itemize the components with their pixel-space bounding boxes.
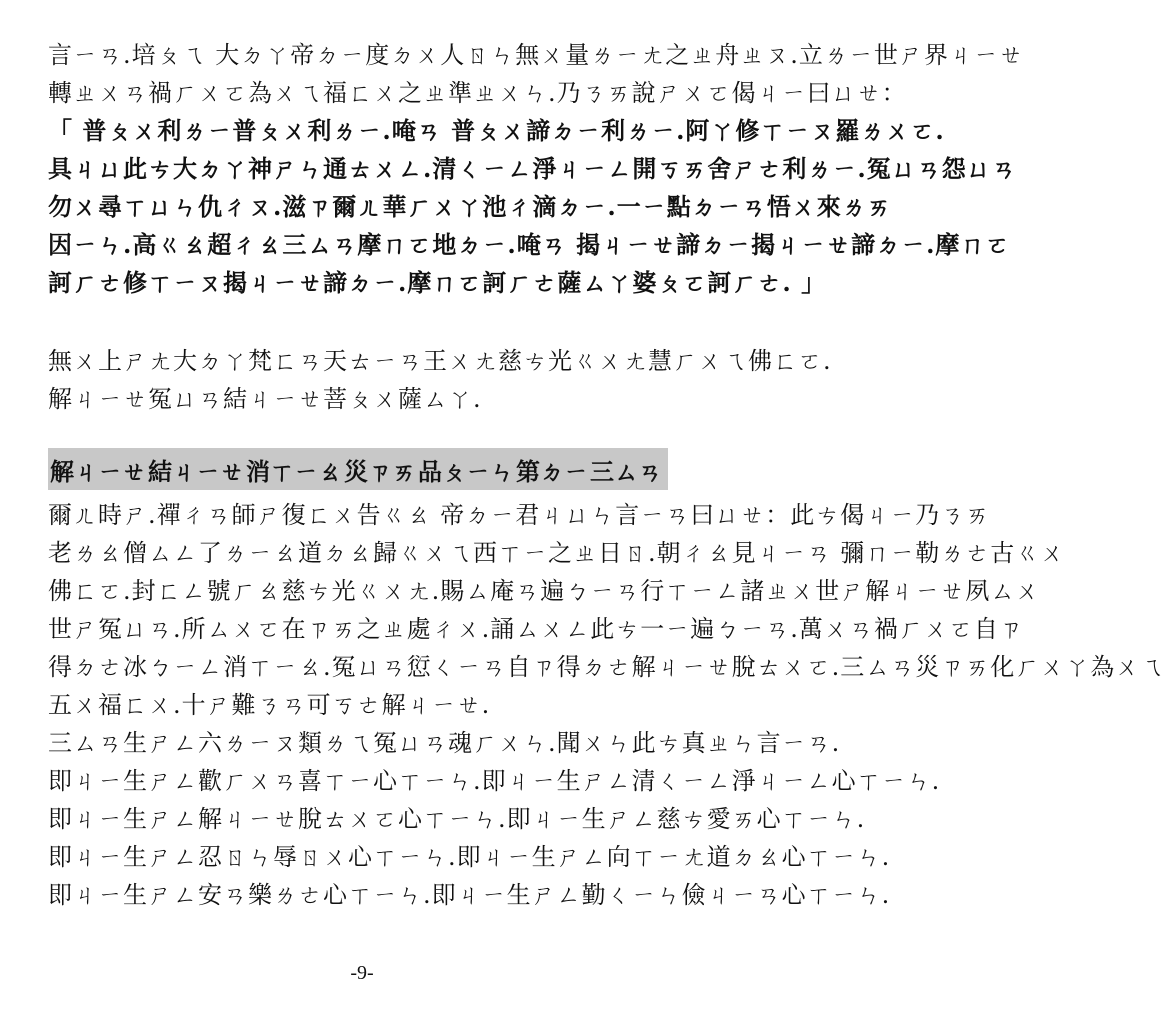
body-line: 三ㄙㄢ生ㄕㄥ六ㄌㄧㄡ類ㄌㄟ冤ㄩㄢ魂ㄏㄨㄣ.聞ㄨㄣ此ㄘ真ㄓㄣ言ㄧㄢ. <box>48 729 841 757</box>
chapter-title-char: 結ㄐㄧㄝ <box>148 456 244 486</box>
chapter-title-char: 解ㄐㄧㄝ <box>50 456 146 486</box>
spacer <box>48 302 668 342</box>
chapter-title-bar <box>48 448 668 490</box>
body-line: 五ㄨ福ㄈㄨ.十ㄕ難ㄋㄢ可ㄎㄜ解ㄐㄧㄝ. <box>48 691 491 719</box>
body-line: 老ㄌㄠ僧ㄙㄥ了ㄌㄧㄠ道ㄉㄠ歸ㄍㄨㄟ西ㄒㄧ之ㄓ日ㄖ.朝ㄔㄠ見ㄐㄧㄢ 彌ㄇㄧ勒ㄌㄜ古ㄍㄨ <box>48 539 1066 567</box>
intro-line: 言ㄧㄢ.培ㄆㄟ 大ㄉㄚ帝ㄉㄧ度ㄉㄨ人ㄖㄣ無ㄨ量ㄌㄧㄤ之ㄓ舟ㄓㄡ.立ㄌㄧ世ㄕ界ㄐㄧㄝ <box>48 41 1024 69</box>
mantra-line: 勿ㄨ尋ㄒㄩㄣ仇ㄔㄡ.滋ㄗ爾ㄦ華ㄏㄨㄚ池ㄔ滴ㄉㄧ.一ㄧ點ㄉㄧㄢ悟ㄨ來ㄌㄞ <box>48 192 892 221</box>
body-line: 即ㄐㄧ生ㄕㄥ歡ㄏㄨㄢ喜ㄒㄧ心ㄒㄧㄣ.即ㄐㄧ生ㄕㄥ清ㄑㄧㄥ淨ㄐㄧㄥ心ㄒㄧㄣ. <box>48 767 941 795</box>
body-line: 即ㄐㄧ生ㄕㄥ安ㄢ樂ㄌㄜ心ㄒㄧㄣ.即ㄐㄧ生ㄕㄥ勤ㄑㄧㄣ儉ㄐㄧㄢ心ㄒㄧㄣ. <box>48 881 891 909</box>
body-line: 得ㄉㄜ冰ㄅㄧㄥ消ㄒㄧㄠ.冤ㄩㄢ愆ㄑㄧㄢ自ㄗ得ㄉㄜ解ㄐㄧㄝ脫ㄊㄨㄛ.三ㄙㄢ災ㄗㄞ化ㄏㄨㄚ為ㄨㄟ <box>48 653 1165 681</box>
chapter-title-char: 三ㄙㄢ <box>590 456 662 486</box>
mantra-line: 「 普ㄆㄨ利ㄌㄧ普ㄆㄨ利ㄌㄧ.唵ㄢ 普ㄆㄨ諦ㄉㄧ利ㄌㄧ.阿ㄚ修ㄒㄧㄡ羅ㄌㄨㄛ. <box>48 116 945 145</box>
spacer <box>48 418 668 448</box>
mantra-section <box>48 112 1017 302</box>
body-line: 世ㄕ冤ㄩㄢ.所ㄙㄨㄛ在ㄗㄞ之ㄓ處ㄔㄨ.誦ㄙㄨㄥ此ㄘ一ㄧ遍ㄅㄧㄢ.萬ㄨㄢ禍ㄏㄨㄛ自ㄗ <box>48 615 1024 643</box>
body-line: 爾ㄦ時ㄕ.禪ㄔㄢ師ㄕ復ㄈㄨ告ㄍㄠ 帝ㄉㄧ君ㄐㄩㄣ言ㄧㄢ曰ㄩㄝ：此ㄘ偈ㄐㄧ乃ㄋㄞ <box>48 501 991 529</box>
body-section <box>48 496 1165 914</box>
body-line: 即ㄐㄧ生ㄕㄥ解ㄐㄧㄝ脫ㄊㄨㄛ心ㄒㄧㄣ.即ㄐㄧ生ㄕㄥ慈ㄘ愛ㄞ心ㄒㄧㄣ. <box>48 805 866 833</box>
mantra-line: 訶ㄏㄜ修ㄒㄧㄡ揭ㄐㄧㄝ諦ㄉㄧ.摩ㄇㄛ訶ㄏㄜ薩ㄙㄚ婆ㄆㄛ訶ㄏㄜ. 」 <box>48 268 827 297</box>
bodhisattva-name-line: 解ㄐㄧㄝ冤ㄩㄢ結ㄐㄧㄝ菩ㄆㄨ薩ㄙㄚ. <box>48 385 482 413</box>
mantra-line: 因ㄧㄣ.高ㄍㄠ超ㄔㄠ三ㄙㄢ摩ㄇㄛ地ㄉㄧ.唵ㄢ 揭ㄐㄧㄝ諦ㄉㄧ揭ㄐㄧㄝ諦ㄉㄧ.摩ㄇㄛ <box>48 230 1011 259</box>
chapter-title-char: 災ㄗㄞ <box>344 456 416 486</box>
buddha-name-line: 無ㄨ上ㄕㄤ大ㄉㄚ梵ㄈㄢ天ㄊㄧㄢ王ㄨㄤ慈ㄘ光ㄍㄨㄤ慧ㄏㄨㄟ佛ㄈㄛ. <box>48 347 832 375</box>
document-page <box>48 36 1165 914</box>
body-line: 即ㄐㄧ生ㄕㄥ忍ㄖㄣ辱ㄖㄨ心ㄒㄧㄣ.即ㄐㄧ生ㄕㄥ向ㄒㄧㄤ道ㄉㄠ心ㄒㄧㄣ. <box>48 843 891 871</box>
intro-section <box>48 36 1024 112</box>
page-number: -9- <box>350 962 374 984</box>
buddha-names-section <box>48 342 832 418</box>
chapter-title-char: 消ㄒㄧㄠ <box>246 456 342 486</box>
chapter-title-char: 品ㄆㄧㄣ <box>418 456 514 486</box>
body-line: 佛ㄈㄛ.封ㄈㄥ號ㄏㄠ慈ㄘ光ㄍㄨㄤ.賜ㄙ庵ㄢ遍ㄅㄧㄢ行ㄒㄧㄥ諸ㄓㄨ世ㄕ解ㄐㄧㄝ夙ㄙㄨ <box>48 577 1041 605</box>
intro-line: 轉ㄓㄨㄢ禍ㄏㄨㄛ為ㄨㄟ福ㄈㄨ之ㄓ準ㄓㄨㄣ.乃ㄋㄞ說ㄕㄨㄛ偈ㄐㄧ曰ㄩㄝ： <box>48 79 907 107</box>
mantra-line: 具ㄐㄩ此ㄘ大ㄉㄚ神ㄕㄣ通ㄊㄨㄥ.清ㄑㄧㄥ淨ㄐㄧㄥ開ㄎㄞ舍ㄕㄜ利ㄌㄧ.冤ㄩㄢ怨ㄩㄢ <box>48 154 1017 183</box>
chapter-title-char: 第ㄉㄧ <box>516 456 588 486</box>
